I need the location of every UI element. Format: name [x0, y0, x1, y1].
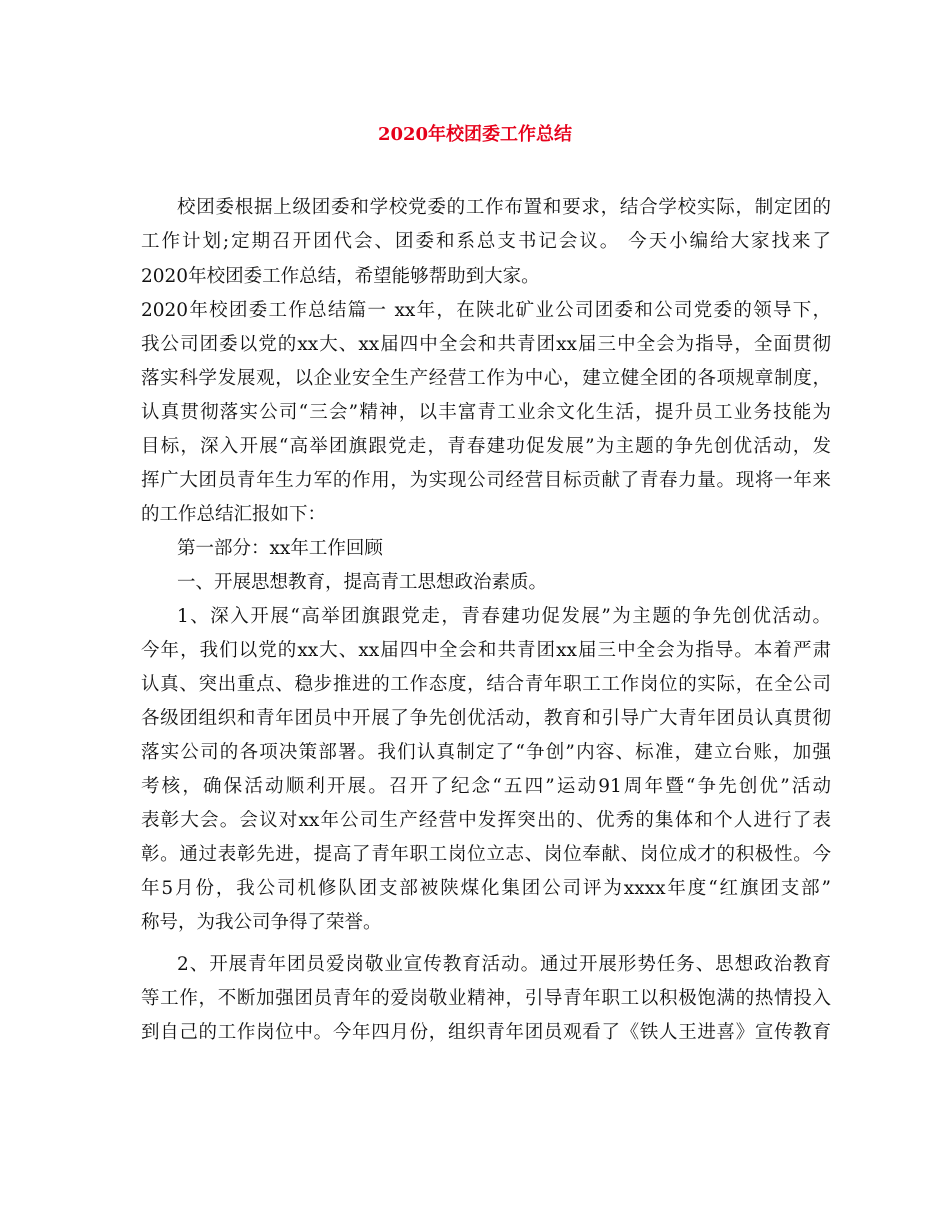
document-title: 2020年校团委工作总结 [377, 124, 573, 145]
paragraph-line: 认真贯彻落实公司“三会”精神，以丰富青工业余文化生活，提升员工业务技能为 [141, 402, 831, 423]
paragraph-line: 等工作，不断加强团员青年的爱岗敬业精神，引导青年职工以积极饱满的热情投入 [141, 988, 831, 1009]
paragraph-line: 校团委根据上级团委和学校党委的工作布置和要求，结合学校实际，制定团的 [177, 197, 831, 218]
paragraph-line: 落实科学发展观，以企业安全生产经营工作为中心，建立健全团的各项规章制度， [141, 368, 831, 389]
paragraph-line: 彰。通过表彰先进，提高了青年职工岗位立志、岗位奉献、岗位成才的积极性。今 [141, 844, 831, 865]
paragraph-line: 我公司团委以党的xx大、xx届四中全会和共青团xx届三中全会为指导，全面贯彻 [141, 334, 831, 355]
paragraph-line: 考核，确保活动顺利开展。召开了纪念“五四”运动91周年暨“争先创优”活动 [141, 776, 831, 797]
paragraph-line: 表彰大会。会议对xx年公司生产经营中发挥突出的、优秀的集体和个人进行了表 [141, 810, 831, 831]
paragraph-line: 2020年校团委工作总结，希望能够帮助到大家。 [141, 266, 540, 287]
paragraph-line: 的工作总结汇报如下： [141, 504, 327, 525]
section-subheading: 一、开展思想教育，提高青工思想政治素质。 [177, 572, 548, 593]
section-heading: 第一部分：xx年工作回顾 [177, 538, 383, 559]
paragraph-line: 认真、突出重点、稳步推进的工作态度，结合青年职工工作岗位的实际，在全公司 [141, 674, 831, 695]
paragraph-line: 目标，深入开展“高举团旗跟党走，青春建功促发展”为主题的争先创优活动，发 [141, 436, 831, 457]
paragraph-line: 2020年校团委工作总结篇一 xx年，在陕北矿业公司团委和公司党委的领导下， [141, 300, 831, 321]
paragraph-line: 2、开展青年团员爱岗敬业宣传教育活动。通过开展形势任务、思想政治教育 [177, 954, 831, 975]
paragraph-line: 今年，我们以党的xx大、xx届四中全会和共青团xx届三中全会为指导。本着严肃 [141, 640, 831, 661]
paragraph-line: 落实公司的各项决策部署。我们认真制定了“争创”内容、标准，建立台账，加强 [141, 742, 831, 763]
paragraph-line: 各级团组织和青年团员中开展了争先创优活动，教育和引导广大青年团员认真贯彻 [141, 708, 831, 729]
paragraph-line: 称号，为我公司争得了荣誉。 [141, 912, 382, 933]
paragraph-line: 到自己的工作岗位中。今年四月份，组织青年团员观看了《铁人王进喜》宣传教育 [141, 1022, 831, 1043]
paragraph-line: 1、深入开展“高举团旗跟党走，青春建功促发展”为主题的争先创优活动。 [177, 606, 831, 627]
paragraph-line: 挥广大团员青年生力军的作用，为实现公司经营目标贡献了青春力量。现将一年来 [141, 470, 831, 491]
paragraph-line: 年5月份，我公司机修队团支部被陕煤化集团公司评为xxxx年度“红旗团支部” [141, 878, 831, 899]
paragraph-line: 工作计划;定期召开团代会、团委和系总支书记会议。 今天小编给大家找来了 [141, 231, 831, 252]
